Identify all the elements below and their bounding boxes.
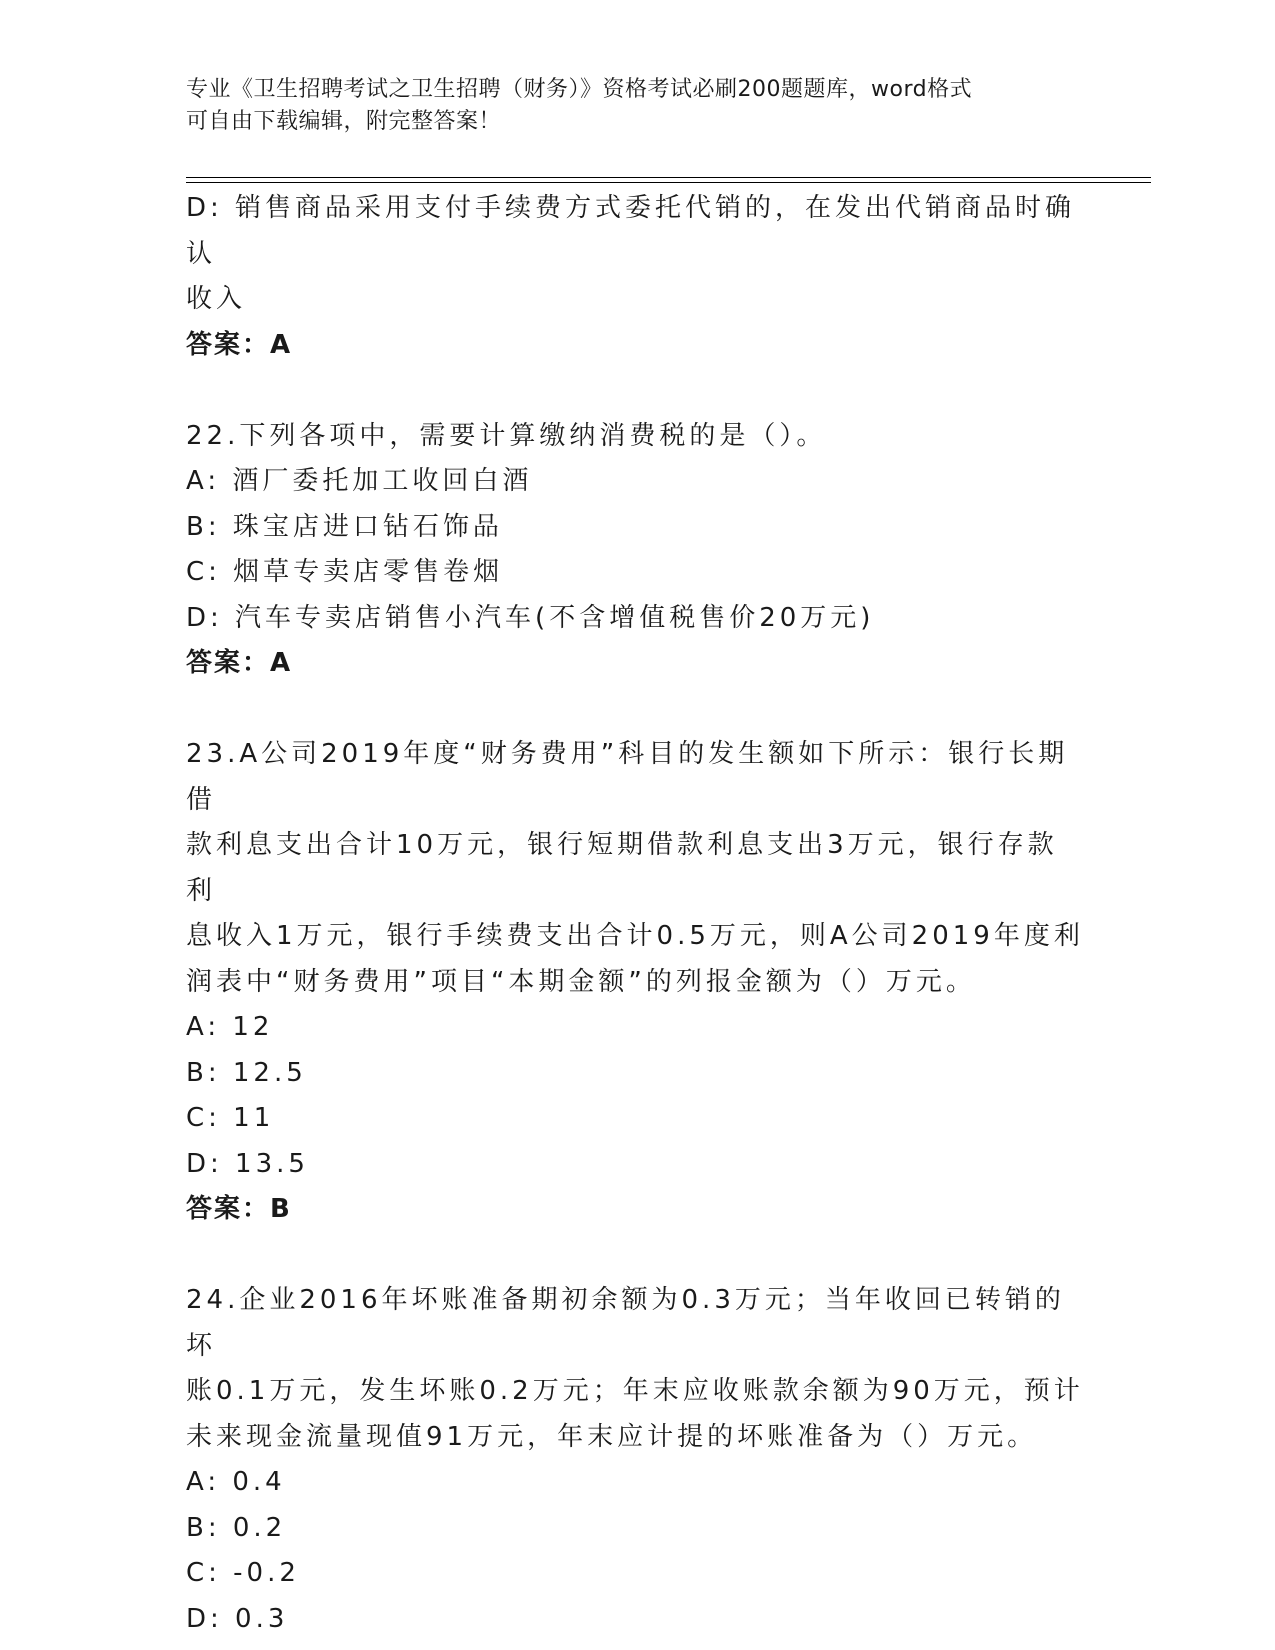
question-24	[186, 1278, 1086, 1642]
question-stem-line-1: 24.企业2016年坏账准备期初余额为0.3万元；当年收回已转销的坏	[186, 1285, 1065, 1361]
question-stem-line-4: 润表中“财务费用”项目“本期金额”的列报金额为（）万元。	[186, 966, 976, 997]
header-line-2: 可自由下载编辑，附完整答案！	[186, 109, 502, 134]
question-content	[186, 186, 1086, 1642]
option-c: C: 11	[186, 1103, 275, 1133]
option-b: B: 12.5	[186, 1057, 307, 1088]
question-22	[186, 414, 1086, 687]
option-c: C: 烟草专卖店零售卷烟	[186, 557, 504, 587]
header-divider-bottom	[186, 182, 1151, 183]
spacer	[186, 1233, 1086, 1279]
document-header	[186, 74, 1066, 138]
option-d: D: 汽车专卖店销售小汽车(不含增值税售价20万元)	[186, 602, 875, 633]
question-stem-line-2: 款利息支出合计10万元，银行短期借款利息支出3万元，银行存款利	[186, 830, 1058, 906]
question-stem-line-2: 账0.1万元，发生坏账0.2万元；年末应收账款余额为90万元，预计	[186, 1376, 1084, 1406]
question-21-tail	[186, 186, 1086, 368]
question-23	[186, 732, 1086, 1233]
question-stem: 22.下列各项中，需要计算缴纳消费税的是（）。	[186, 420, 827, 451]
option-b: B: 珠宝店进口钻石饰品	[186, 511, 503, 542]
option-b: B: 0.2	[186, 1512, 287, 1543]
option-a: A: 0.4	[186, 1467, 286, 1497]
option-a: A: 12	[186, 1012, 274, 1042]
question-stem-line-3: 未来现金流量现值91万元，年末应计提的坏账准备为（）万元。	[186, 1421, 1038, 1452]
header-divider-top	[186, 177, 1151, 178]
spacer	[186, 687, 1086, 733]
option-d-continued: 收入	[186, 284, 247, 314]
question-stem-line-1: 23.A公司2019年度“财务费用”科目的发生额如下所示：银行长期借	[186, 739, 1069, 815]
option-d: D: 13.5	[186, 1148, 309, 1179]
answer-line: 答案：A	[186, 648, 293, 678]
option-d: D: 0.3	[186, 1603, 289, 1634]
question-stem-line-3: 息收入1万元，银行手续费支出合计0.5万元，则A公司2019年度利	[186, 921, 1084, 951]
spacer	[186, 368, 1086, 414]
option-a: A: 酒厂委托加工收回白酒	[186, 466, 533, 496]
answer-line: 答案：B	[186, 1194, 292, 1224]
option-d: D: 销售商品采用支付手续费方式委托代销的，在发出代销商品时确认	[186, 193, 1076, 269]
answer-line: 答案：A	[186, 329, 293, 360]
header-line-1: 专业《卫生招聘考试之卫生招聘（财务）》资格考试必刷200题题库，word格式	[186, 77, 973, 102]
option-c: C: -0.2	[186, 1558, 300, 1588]
